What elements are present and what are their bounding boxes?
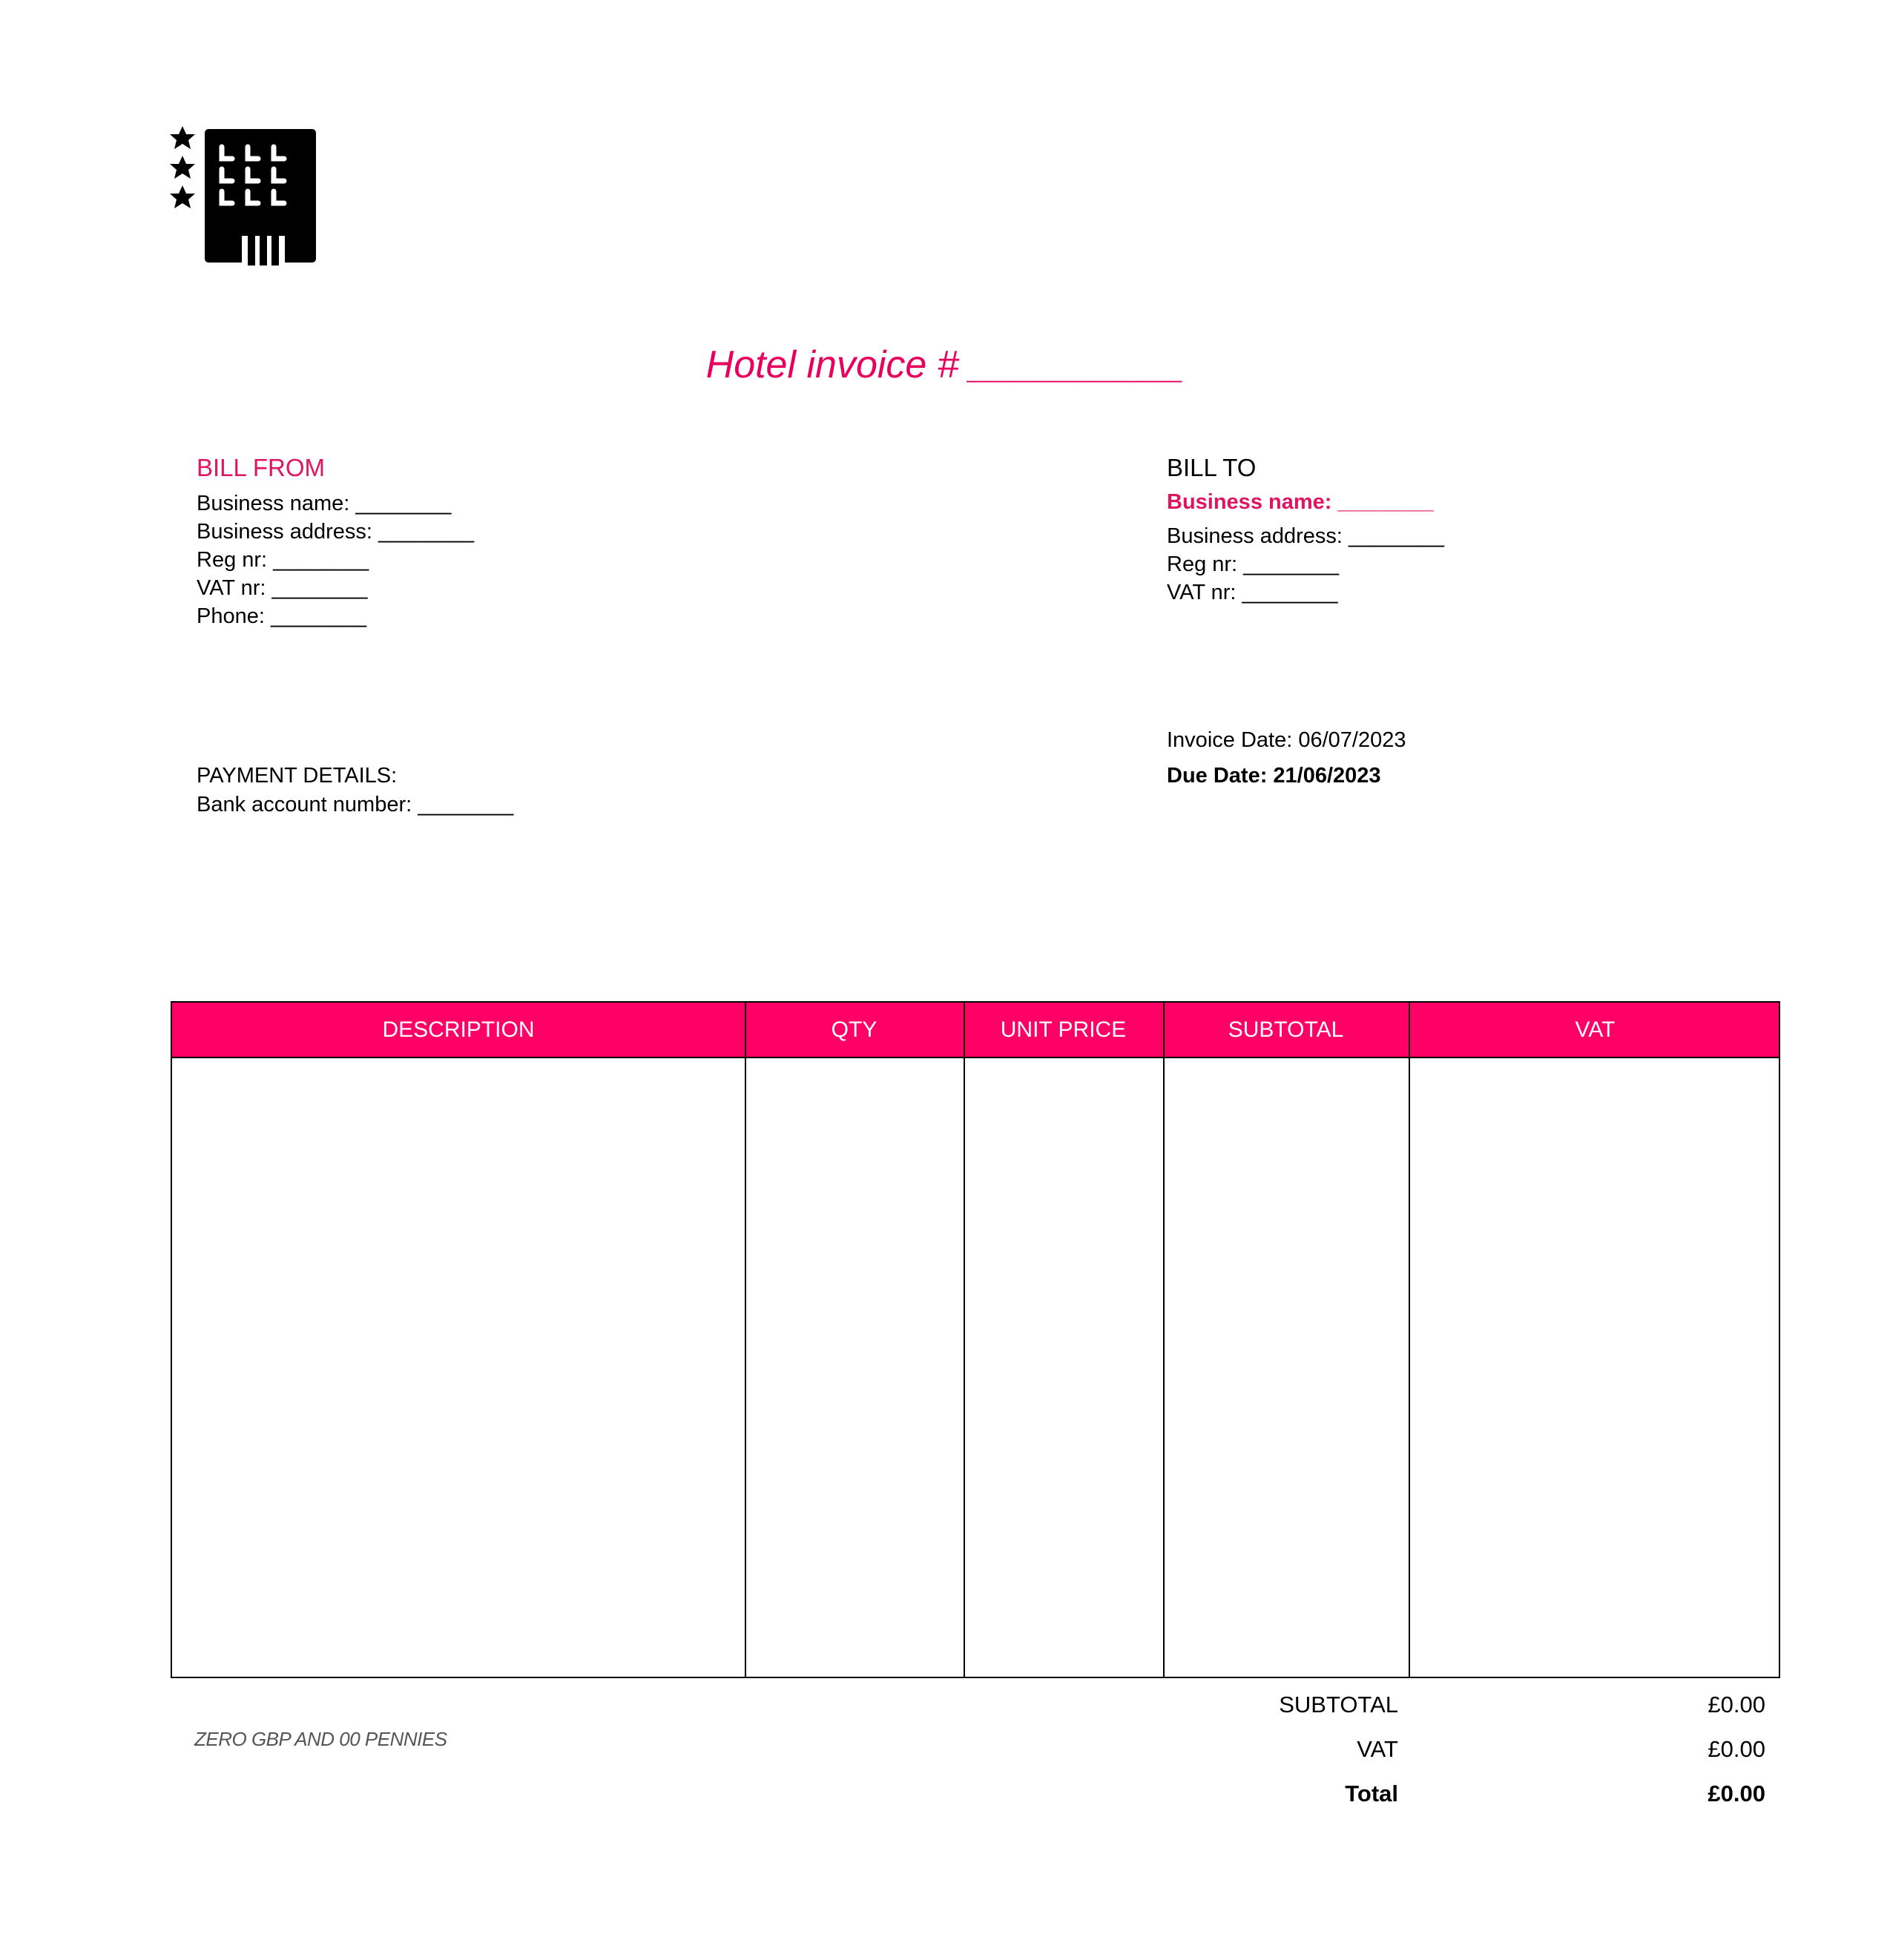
column-header-qty: QTY — [831, 1017, 878, 1042]
bill-to-reg-nr: Reg nr: ________ — [1167, 552, 1340, 576]
bill-to-heading: BILL TO — [1167, 454, 1257, 481]
column-divider — [745, 1003, 746, 1677]
column-divider — [1163, 1003, 1165, 1677]
invoice-date: Invoice Date: 06/07/2023 — [1167, 728, 1406, 752]
star-icon — [170, 185, 195, 208]
column-header-vat: VAT — [1575, 1017, 1616, 1042]
due-date: Due Date: 21/06/2023 — [1167, 764, 1381, 788]
bill-to-vat-nr: VAT nr: ________ — [1167, 581, 1338, 604]
column-divider — [1409, 1003, 1410, 1677]
column-header-description: DESCRIPTION — [382, 1017, 535, 1042]
bill-to-business-name: Business name: ________ — [1167, 490, 1434, 514]
invoice-title: Hotel invoice # __________ — [705, 343, 1185, 386]
payment-details-heading: PAYMENT DETAILS: — [197, 764, 398, 788]
bill-from-phone: Phone: ________ — [197, 604, 366, 628]
subtotal-value: £0.00 — [1708, 1692, 1765, 1718]
total-value: £0.00 — [1708, 1781, 1765, 1806]
bill-from-business-name: Business name: ________ — [197, 492, 452, 515]
star-icon — [170, 126, 195, 149]
total-label: Total — [1345, 1781, 1398, 1806]
bill-from-vat-nr: VAT nr: ________ — [197, 576, 368, 600]
bill-from-reg-nr: Reg nr: ________ — [197, 548, 369, 572]
bill-from-heading: BILL FROM — [197, 454, 325, 481]
bill-from-business-address: Business address: ________ — [197, 520, 475, 544]
vat-label: VAT — [1357, 1736, 1398, 1762]
items-table — [171, 1001, 1780, 1678]
subtotal-label: SUBTOTAL — [1279, 1692, 1398, 1718]
star-icon — [170, 156, 195, 179]
column-divider — [964, 1003, 965, 1677]
bill-to-business-address: Business address: ________ — [1167, 524, 1445, 548]
column-header-subtotal: SUBTOTAL — [1228, 1017, 1344, 1042]
amount-in-words: ZERO GBP AND 00 PENNIES — [194, 1728, 447, 1750]
bank-account-number: Bank account number: ________ — [197, 793, 514, 816]
hotel-building-icon — [168, 125, 320, 265]
vat-value: £0.00 — [1708, 1736, 1765, 1762]
column-header-unit-price: UNIT PRICE — [1000, 1017, 1127, 1042]
